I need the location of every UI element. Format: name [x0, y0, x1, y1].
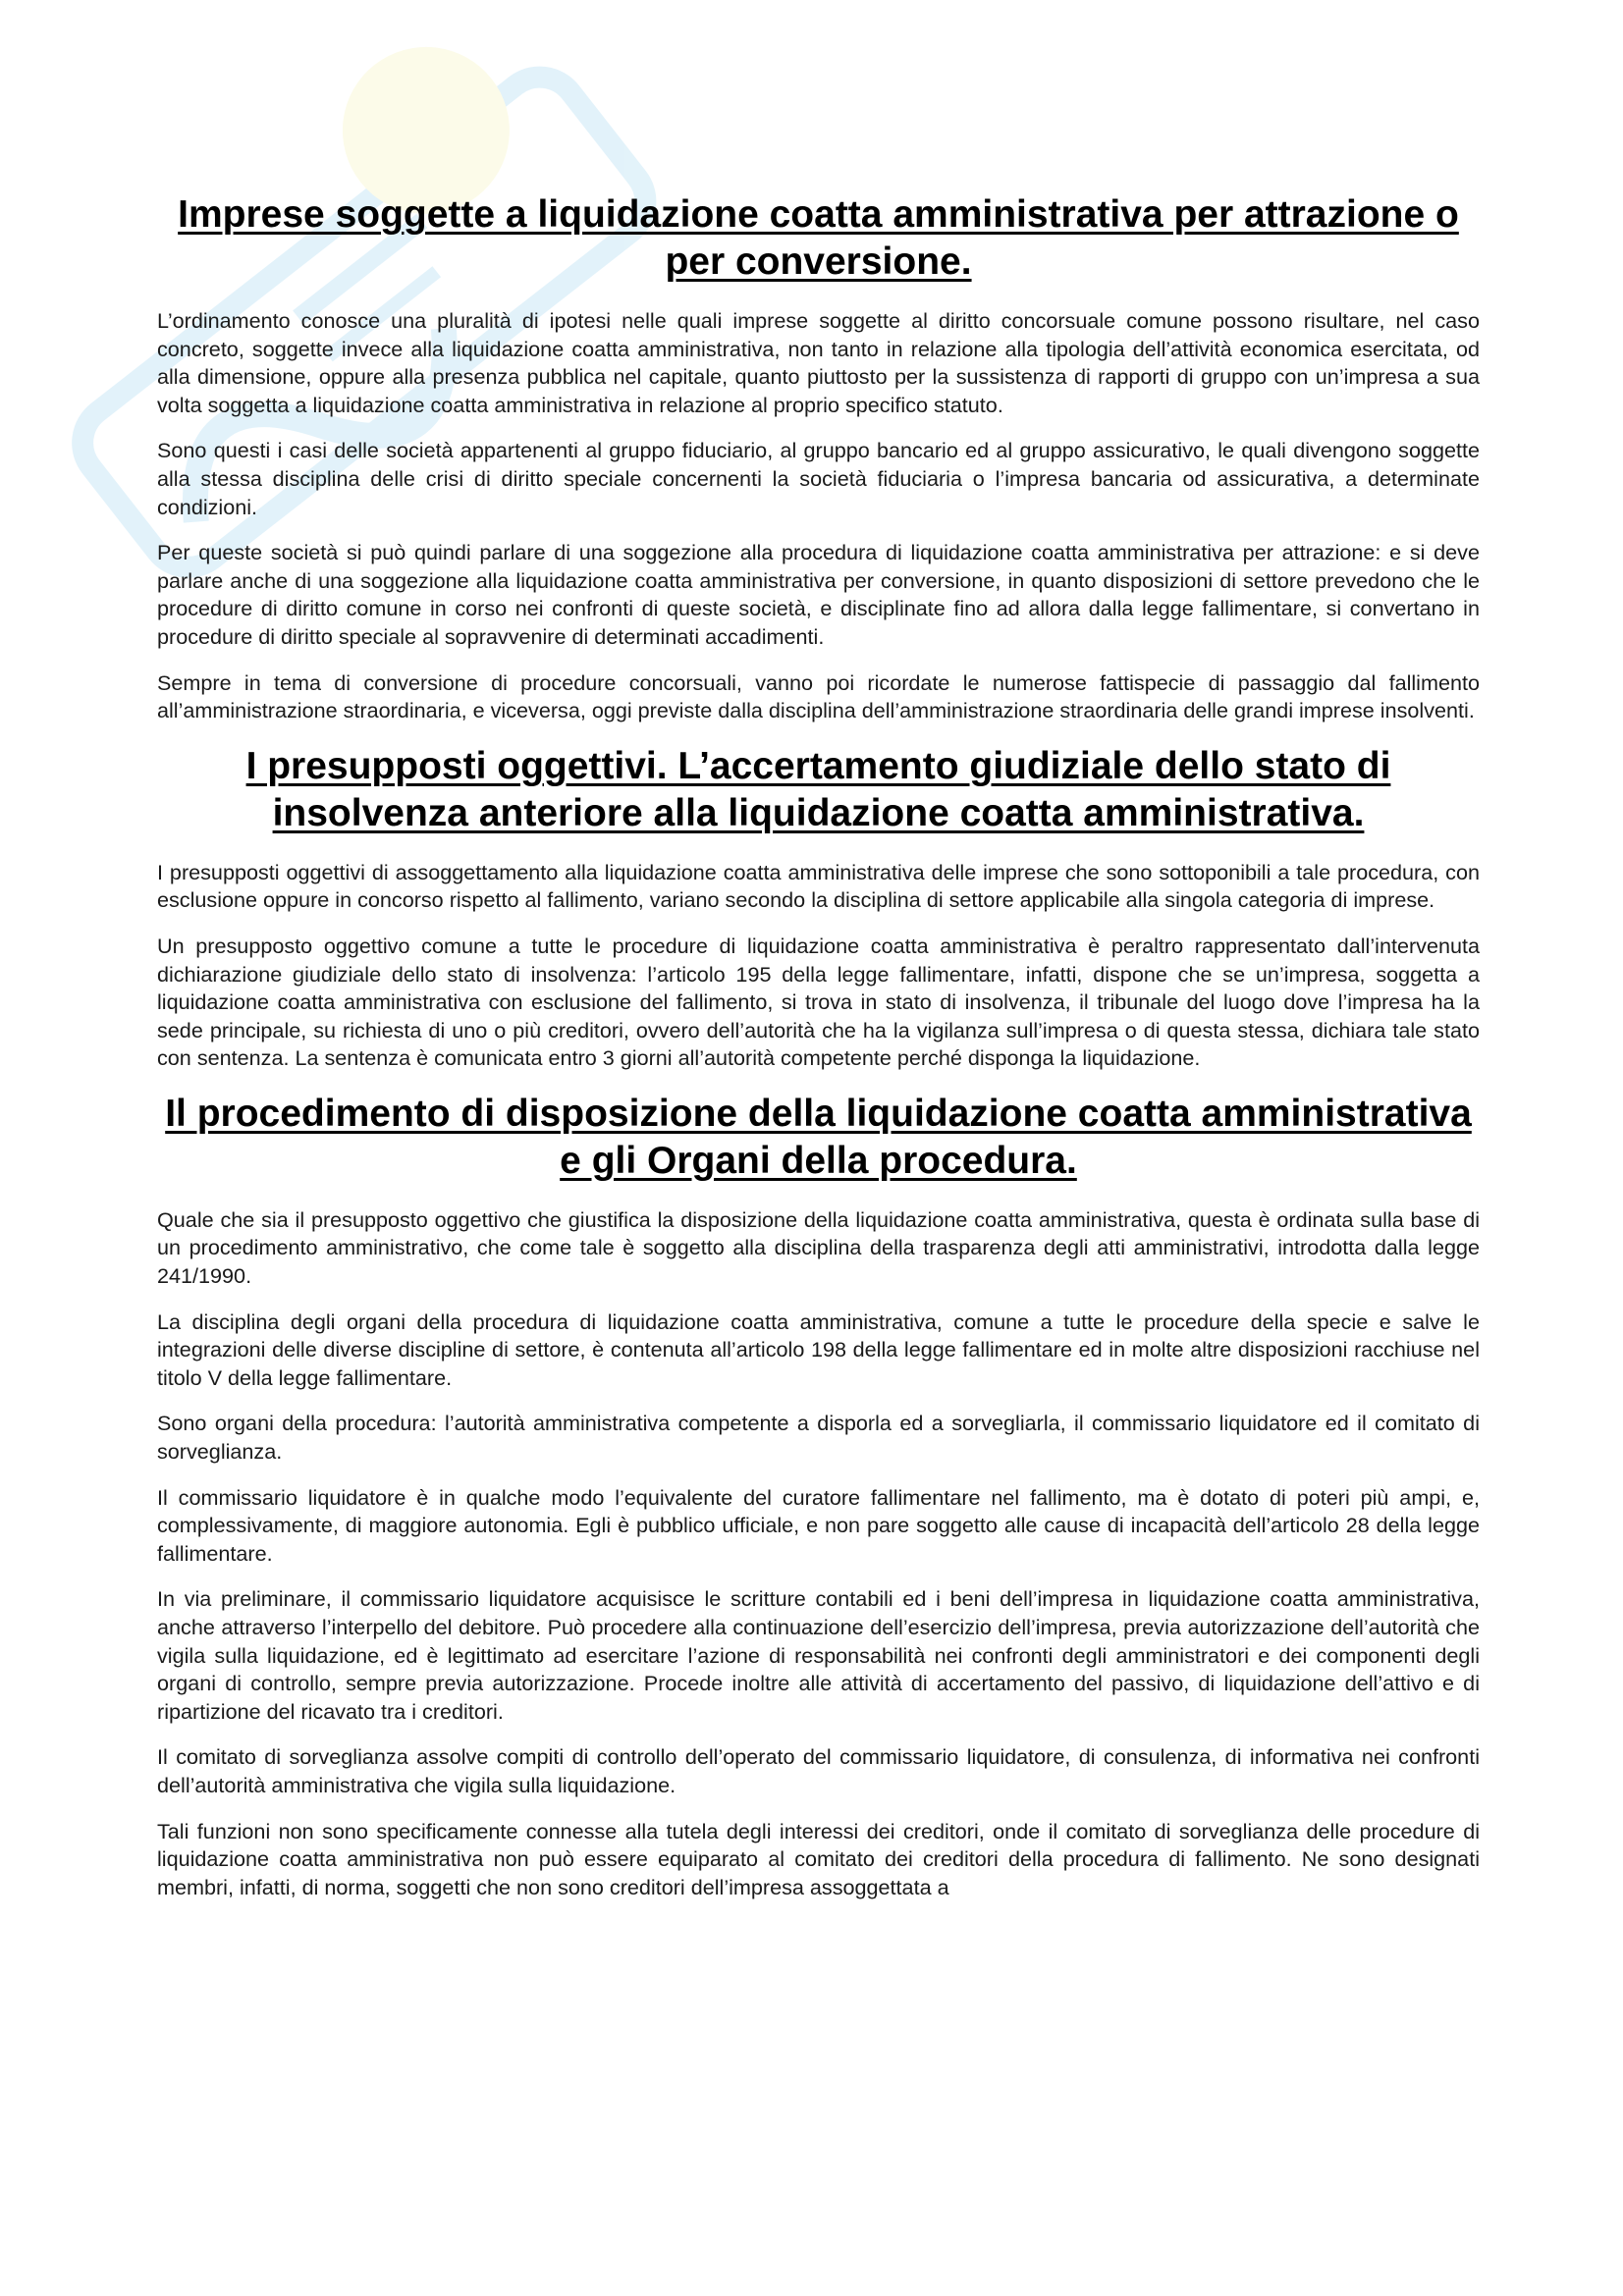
paragraph: Il commissario liquidatore è in qualche modo l’equivalente del curatore fallimentare nel fallimento, ma è dotato di poteri più ampi, e, complessivamente, di maggiore autonomia. Egli è pubblico ufficiale, e non pare soggetto alle cause di incapacità dell’articolo 28 della legge fallimentare.: [157, 1484, 1480, 1566]
section-3: [157, 1091, 1480, 1901]
section-title: Il procedimento di disposizione della liquidazione coatta amministrativa e gli Organi della procedura.: [165, 1092, 1472, 1182]
paragraph: Il comitato di sorveglianza assolve compiti di controllo dell’operato del commissario liquidatore, di consulenza, di informativa nei confronti dell’autorità amministrativa che vigila sulla liquidazione.: [157, 1744, 1480, 1797]
paragraph: Sempre in tema di conversione di procedure concorsuali, vanno poi ricordate le numerose fattispecie di passaggio dal fallimento all’amministrazione straordinaria, e viceversa, oggi previste dalla disciplina dell’amministrazione straordinaria delle grandi imprese insolventi.: [157, 669, 1480, 723]
section-title: Imprese soggette a liquidazione coatta amministrativa per attrazione o per conversione.: [178, 193, 1459, 283]
paragraph: L’ordinamento conosce una pluralità di ipotesi nelle quali imprese soggette al diritto concorsuale comune possono risultare, nel caso concreto, soggette invece alla liquidazione coatta amministrativa, non tanto in relazione alla tipologia dell’attività economica esercitata, od alla dimensione, oppure alla presenza pubblica nel capitale, quanto piuttosto per la sussistenza di rapporti di gruppo con un’impresa a sua volta soggetta a liquidazione coatta amministrativa in relazione al proprio specifico statuto.: [157, 308, 1480, 417]
document-page: [157, 191, 1480, 1919]
paragraph: Per queste società si può quindi parlare di una soggezione alla procedura di liquidazione coatta amministrativa per attrazione: e si deve parlare anche di una soggezione alla liquidazione coatta amministrativa per conversione, in quanto disposizioni di settore prevedono che le procedure di diritto comune in corso nei confronti di queste società, e disciplinate fino ad allora dalla legge fallimentare, si convertano in procedure di diritto speciale al sopravvenire di determinati accadimenti.: [157, 540, 1480, 649]
paragraph: Tali funzioni non sono specificamente connesse alla tutela degli interessi dei creditori, onde il comitato di sorveglianza delle procedure di liquidazione coatta amministrativa non può essere equiparato al comitato dei creditori della procedura di fallimento. Ne sono designati membri, infatti, di norma, soggetti che non sono creditori dell’impresa assoggettata a: [157, 1818, 1480, 1899]
paragraph: In via preliminare, il commissario liquidatore acquisisce le scritture contabili ed i beni dell’impresa in liquidazione coatta amministrativa, anche attraverso l’interpello del debitore. Può procedere alla continuazione dell’esercizio dell’impresa, previa autorizzazione dell’autorità che vigila sulla liquidazione, ed è legittimato ad esercitare l’azione di responsabilità nei confronti degli amministratori e dei componenti degli organi di controllo, sempre previa autorizzazione. Procede inoltre alle attività di accertamento del passivo, di liquidazione dell’attivo e di ripartizione del ricavato tra i creditori.: [157, 1586, 1480, 1724]
paragraph: I presupposti oggettivi di assoggettamento alla liquidazione coatta amministrativa delle imprese che sono sottoponibili a tale procedura, con esclusione oppure in concorso rispetto al fallimento, variano secondo la disciplina di settore applicabile alla singola categoria di imprese.: [157, 859, 1480, 913]
paragraph: Un presupposto oggettivo comune a tutte le procedure di liquidazione coatta amministrativa è peraltro rappresentato dall’intervenuta dichiarazione giudiziale dello stato di insolvenza: l’articolo 195 della legge fallimentare, infatti, dispone che se un’impresa, soggetta a liquidazione coatta amministrativa con esclusione del fallimento, si trova in stato di insolvenza, il tribunale del luogo dove l’impresa ha la sede principale, su richiesta di uno o più creditori, ovvero dell’autorità che ha la vigilanza sull’impresa o di questa stessa, dichiara tale stato con sentenza. La sentenza è comunicata entro 3 giorni all’autorità competente perché disponga la liquidazione.: [157, 933, 1480, 1071]
paragraph: Quale che sia il presupposto oggettivo che giustifica la disposizione della liquidazione coatta amministrativa, questa è ordinata sulla base di un procedimento amministrativo, che come tale è soggetto alla disciplina della trasparenza degli atti amministrativi, introdotta dalla legge 241/1990.: [157, 1206, 1480, 1289]
section-1: [157, 191, 1480, 725]
paragraph: Sono questi i casi delle società appartenenti al gruppo fiduciario, al gruppo bancario ed al gruppo assicurativo, le quali divengono soggette alla stessa disciplina delle crisi di diritto speciale concernenti la società fiduciaria o l’impresa bancaria od assicurativa, a determinate condizioni.: [157, 438, 1480, 519]
section-2: [157, 743, 1480, 1073]
section-title: I presupposti oggettivi. L’accertamento giudiziale dello stato di insolvenza anteriore alla liquidazione coatta amministrativa.: [245, 744, 1391, 834]
paragraph: Sono organi della procedura: l’autorità amministrativa competente a disporla ed a sorvegliarla, il commissario liquidatore ed il comitato di sorveglianza.: [157, 1411, 1480, 1465]
paragraph: La disciplina degli organi della procedura di liquidazione coatta amministrativa, comune a tutte le procedure della specie e salve le integrazioni delle diverse discipline di settore, è contenuta all’articolo 198 della legge fallimentare ed in molte altre disposizioni racchiuse nel titolo V della legge fallimentare.: [157, 1308, 1480, 1390]
